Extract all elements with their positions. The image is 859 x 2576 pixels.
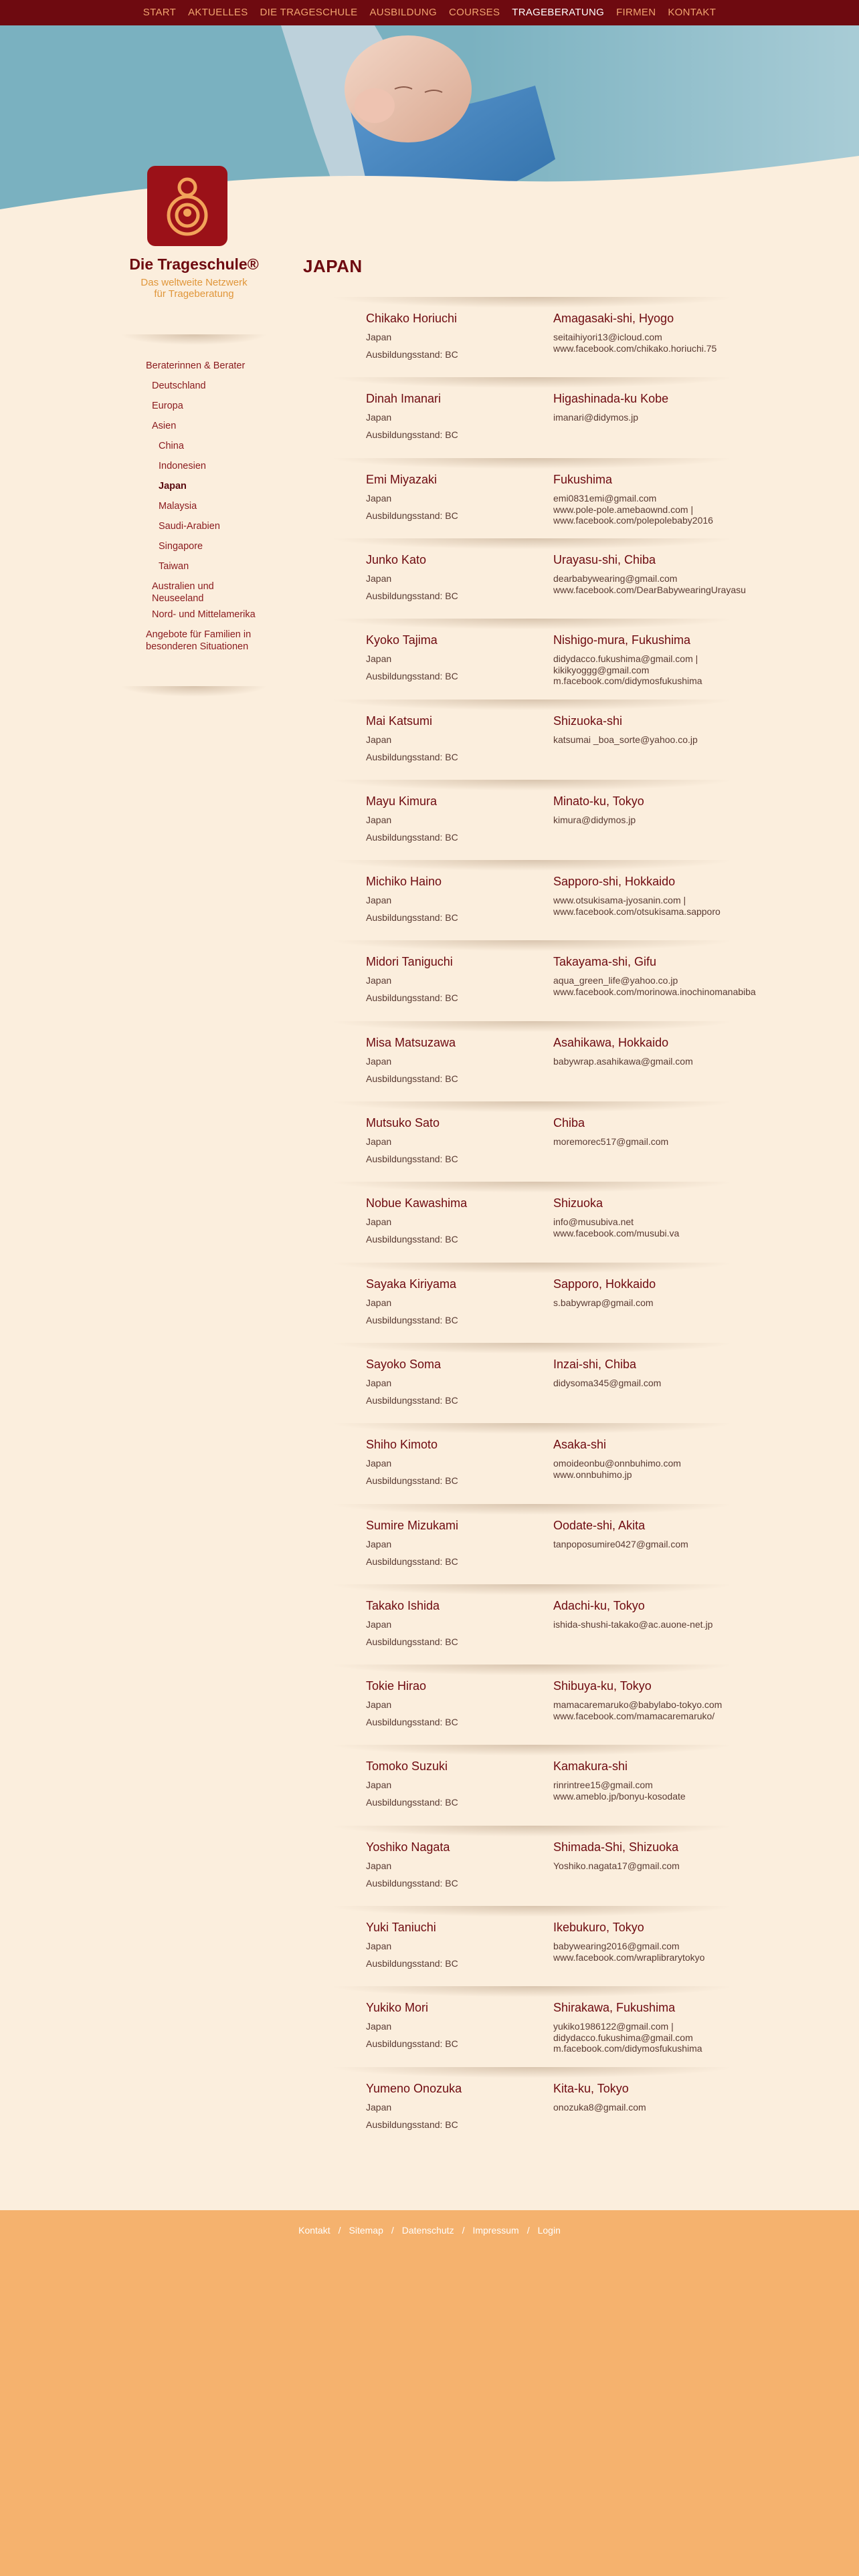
entry-divider [335, 1504, 729, 1515]
contact-link[interactable]: katsumai _boa_sorte@yahoo.co.jp [553, 734, 698, 745]
contact-link[interactable]: www.facebook.com/DearBabywearingUrayasu [553, 584, 746, 595]
consultant-city: Adachi-ku, Tokyo [553, 1599, 645, 1612]
consultant-entry [335, 1986, 729, 2066]
consultant-entry [335, 297, 729, 377]
contact-link[interactable]: didysoma345@gmail.com [553, 1378, 662, 1388]
consultant-country: Japan [366, 1216, 392, 1227]
consultant-name: Tomoko Suzuki [366, 1759, 448, 1773]
entry-divider [335, 619, 729, 629]
consultant-city: Shibuya-ku, Tokyo [553, 1679, 652, 1693]
contact-link[interactable]: www.facebook.com/polepolebaby2016 [553, 515, 713, 526]
consultant-name: Yoshiko Nagata [366, 1840, 450, 1854]
footer-link-datenschutz[interactable]: Datenschutz [401, 2225, 454, 2236]
nav-link-aktuelles[interactable]: AKTUELLES [188, 7, 248, 18]
consultant-entry [335, 860, 729, 940]
sidebar-item-nord-und-mittelamerika[interactable]: Nord- und Mittelamerika [152, 609, 256, 620]
consultant-country: Japan [366, 975, 392, 986]
consultant-contacts [553, 975, 756, 997]
consultant-name: Takako Ishida [366, 1599, 440, 1612]
consultant-city: Higashinada-ku Kobe [553, 392, 669, 405]
contact-link[interactable]: ishida-shushi-takako@ac.auone-net.jp [553, 1619, 713, 1630]
consultant-country: Japan [366, 2102, 392, 2113]
consultant-contacts [553, 734, 734, 746]
contact-link[interactable]: m.facebook.com/didymosfukushima [553, 2043, 702, 2054]
contact-link[interactable]: www.facebook.com/musubi.va [553, 1227, 680, 1239]
consultant-country: Japan [366, 1297, 392, 1308]
consultant-name: Dinah Imanari [366, 392, 442, 405]
contact-link[interactable]: didydacco.fukushima@gmail.com | [553, 653, 698, 664]
consultant-name: Misa Matsuzawa [366, 1036, 456, 1049]
nav-link-ausbildung[interactable]: AUSBILDUNG [369, 7, 437, 18]
sidebar-item-malaysia[interactable]: Malaysia [159, 501, 197, 512]
sidebar-item-china[interactable]: China [159, 441, 184, 451]
consultant-country: Japan [366, 1860, 392, 1871]
consultant-city: Takayama-shi, Gifu [553, 955, 657, 968]
consultant-contacts [553, 653, 734, 687]
consultant-level: Ausbildungsstand: BC [366, 1958, 458, 1969]
consultant-entry [335, 377, 729, 457]
sidebar-item-deutschland[interactable]: Deutschland [152, 381, 206, 391]
consultant-name: Sayaka Kiriyama [366, 1277, 457, 1291]
contact-link[interactable]: m.facebook.com/didymosfukushima [553, 675, 702, 686]
consultant-entry [335, 538, 746, 619]
consultant-entry [335, 1826, 729, 1906]
consultant-name: Midori Taniguchi [366, 955, 453, 968]
footer-separator: / [391, 2225, 394, 2236]
entry-divider [335, 780, 729, 790]
consultant-name: Mai Katsumi [366, 714, 433, 728]
consultant-entry [335, 1021, 729, 1101]
contact-link[interactable]: babywearing2016@gmail.com [553, 1941, 680, 1951]
entry-divider [335, 940, 729, 951]
entry-divider [335, 1665, 729, 1675]
consultant-contacts [553, 493, 734, 526]
contact-link[interactable]: www.ameblo.jp/bonyu-kosodate [553, 1790, 686, 1802]
entry-divider [335, 860, 729, 871]
contact-link[interactable]: info@musubiva.net [553, 1216, 634, 1227]
entry-divider [335, 1986, 729, 1997]
consultant-country: Japan [366, 1780, 392, 1790]
consultant-city: Fukushima [553, 473, 613, 486]
consultant-entry [335, 1423, 729, 1503]
sidebar-item-japan[interactable]: Japan [159, 481, 187, 492]
sidebar-item-saudi-arabien[interactable]: Saudi-Arabien [159, 521, 220, 532]
footer [0, 2210, 859, 2576]
entry-divider [335, 297, 729, 308]
consultant-entry [335, 1665, 729, 1745]
consultant-city: Ikebukuro, Tokyo [553, 1921, 644, 1934]
entry-divider [335, 1182, 729, 1192]
consultant-contacts [553, 573, 746, 595]
consultant-city: Sapporo-shi, Hokkaido [553, 875, 676, 888]
footer-separator: / [462, 2225, 465, 2236]
nav-link-trageberatung[interactable]: TRAGEBERATUNG [512, 7, 605, 18]
consultant-level: Ausbildungsstand: BC [366, 1556, 458, 1567]
consultant-city: Oodate-shi, Akita [553, 1519, 646, 1532]
consultant-entry [335, 1182, 729, 1262]
consultant-level: Ausbildungsstand: BC [366, 1797, 458, 1808]
entry-divider [335, 1263, 729, 1273]
consultant-city: Sapporo, Hokkaido [553, 1277, 656, 1291]
consultant-country: Japan [366, 1136, 392, 1147]
contact-link[interactable]: onozuka8@gmail.com [553, 2102, 646, 2113]
consultant-level: Ausbildungsstand: BC [366, 1717, 458, 1727]
entry-divider [335, 700, 729, 710]
consultant-contacts [553, 815, 734, 826]
consultant-entry [335, 940, 756, 1021]
entry-divider [335, 1745, 729, 1755]
top-nav [0, 0, 859, 25]
sidebar-item-angebote-f-r-familien-in-besonderen-situationen[interactable]: Angebote für Familien in besonderen Situationen [146, 629, 252, 652]
consultant-entry [335, 780, 729, 860]
entry-divider [335, 1906, 729, 1917]
consultant-name: Yukiko Mori [366, 2001, 429, 2014]
contact-link[interactable]: kikikyoggg@gmail.com [553, 664, 650, 675]
contact-link[interactable]: didydacco.fukushima@gmail.com [553, 2032, 693, 2043]
consultant-level: Ausbildungsstand: BC [366, 2119, 458, 2130]
consultant-contacts [553, 1539, 734, 1550]
sidebar-item-singapore[interactable]: Singapore [159, 541, 203, 552]
consultant-name: Yuki Taniuchi [366, 1921, 436, 1934]
consultant-city: Chiba [553, 1116, 585, 1130]
consultant-level: Ausbildungsstand: BC [366, 1234, 458, 1245]
consultant-city: Asahikawa, Hokkaido [553, 1036, 669, 1049]
contact-link[interactable]: moremorec517@gmail.com [553, 1136, 669, 1147]
consultant-level: Ausbildungsstand: BC [366, 832, 458, 843]
nav-link-die-trageschule[interactable]: DIE TRAGESCHULE [260, 7, 358, 18]
consultant-level: Ausbildungsstand: BC [366, 1073, 458, 1084]
entry-divider [335, 458, 729, 469]
consultant-country: Japan [366, 1539, 392, 1549]
consultant-level: Ausbildungsstand: BC [366, 992, 458, 1003]
consultant-contacts [553, 2102, 734, 2113]
consultant-country: Japan [366, 573, 392, 584]
consultant-name: Nobue Kawashima [366, 1196, 468, 1210]
consultant-city: Amagasaki-shi, Hyogo [553, 312, 674, 325]
sidebar-divider-bottom [120, 686, 268, 697]
consultant-entry [335, 2067, 729, 2147]
consultant-contacts [553, 332, 734, 354]
consultant-level: Ausbildungsstand: BC [366, 1878, 458, 1889]
sidebar-divider-top [120, 334, 268, 345]
contact-link[interactable]: imanari@didymos.jp [553, 412, 639, 423]
consultant-level: Ausbildungsstand: BC [366, 2038, 458, 2049]
consultant-contacts [553, 1619, 734, 1630]
sidebar-item-beraterinnen-berater[interactable]: Beraterinnen & Berater [146, 360, 246, 371]
contact-link[interactable]: yukiko1986122@gmail.com | [553, 2021, 674, 2032]
consultant-name: Yumeno Onozuka [366, 2082, 462, 2095]
consultant-city: Kita-ku, Tokyo [553, 2082, 629, 2095]
consultant-contacts [553, 895, 734, 917]
consultant-contacts [553, 1136, 734, 1148]
brand-subtitle [120, 277, 268, 300]
consultant-name: Michiko Haino [366, 875, 442, 888]
consultant-country: Japan [366, 1699, 392, 1710]
consultant-level: Ausbildungsstand: BC [366, 671, 458, 681]
consultant-city: Urayasu-shi, Chiba [553, 553, 656, 566]
hero-image [0, 25, 859, 226]
contact-link[interactable]: Yoshiko.nagata17@gmail.com [553, 1860, 680, 1871]
consultant-contacts [553, 412, 734, 423]
consultant-country: Japan [366, 815, 392, 825]
contact-link[interactable]: babywrap.asahikawa@gmail.com [553, 1056, 693, 1067]
contact-link[interactable]: emi0831emi@gmail.com [553, 493, 657, 504]
sidebar-item-europa[interactable]: Europa [152, 401, 183, 411]
consultant-entry [335, 1263, 729, 1343]
nav-link-kontakt[interactable]: KONTAKT [668, 7, 717, 18]
consultant-entry [335, 1343, 729, 1423]
consultant-entry [335, 1504, 729, 1584]
consultant-entry [335, 458, 729, 538]
consultant-name: Shiho Kimoto [366, 1438, 438, 1451]
consultant-contacts [553, 2021, 734, 2054]
entry-divider [335, 2067, 729, 2078]
consultant-level: Ausbildungsstand: BC [366, 1315, 458, 1325]
sidebar-item-asien[interactable]: Asien [152, 421, 177, 431]
entry-divider [335, 1423, 729, 1434]
consultant-city: Minato-ku, Tokyo [553, 794, 644, 808]
contact-link[interactable]: aqua_green_life@yahoo.co.jp [553, 975, 678, 986]
entry-divider [335, 1101, 729, 1112]
footer-link-impressum[interactable]: Impressum [472, 2225, 519, 2236]
consultant-city: Asaka-shi [553, 1438, 607, 1451]
contact-link[interactable]: seitaihiyori13@icloud.com [553, 332, 662, 342]
footer-link-sitemap[interactable]: Sitemap [349, 2225, 383, 2236]
contact-link[interactable]: www.facebook.com/morinowa.inochinomanabiba [553, 986, 756, 997]
consultant-contacts [553, 1458, 734, 1480]
contact-link[interactable]: www.pole-pole.amebaownd.com | [553, 504, 694, 515]
sidebar-item-taiwan[interactable]: Taiwan [159, 561, 189, 572]
contact-link[interactable]: www.facebook.com/wraplibrarytokyo [553, 1951, 705, 1963]
consultant-contacts [553, 1699, 734, 1721]
contact-link[interactable]: tanpoposumire0427@gmail.com [553, 1539, 688, 1549]
contact-link[interactable]: dearbabywearing@gmail.com [553, 573, 678, 584]
consultant-name: Emi Miyazaki [366, 473, 438, 486]
sidebar-nav [120, 334, 268, 697]
consultant-country: Japan [366, 1941, 392, 1951]
entry-divider [335, 538, 729, 549]
consultant-level: Ausbildungsstand: BC [366, 912, 458, 923]
consultant-level: Ausbildungsstand: BC [366, 429, 458, 440]
consultant-level: Ausbildungsstand: BC [366, 510, 458, 521]
consultant-contacts [553, 1860, 734, 1872]
brand-title: Die Trageschule® [129, 255, 259, 273]
consultant-country: Japan [366, 1056, 392, 1067]
consultant-level: Ausbildungsstand: BC [366, 1636, 458, 1647]
brand-subtitle-line2: für Trageberatung [154, 288, 234, 300]
contact-link[interactable]: s.babywrap@gmail.com [553, 1297, 654, 1308]
consultant-level: Ausbildungsstand: BC [366, 1154, 458, 1164]
consultant-level: Ausbildungsstand: BC [366, 1475, 458, 1486]
consultant-country: Japan [366, 412, 392, 423]
consultant-contacts [553, 1056, 734, 1067]
nav-link-firmen[interactable]: FIRMEN [616, 7, 656, 18]
consultant-city: Shimada-Shi, Shizuoka [553, 1840, 679, 1854]
footer-link-kontakt[interactable]: Kontakt [298, 2225, 330, 2236]
consultant-country: Japan [366, 1458, 392, 1469]
contact-link[interactable]: www.otsukisama-jyosanin.com | [553, 895, 686, 905]
consultant-contacts [553, 1941, 734, 1963]
consultant-name: Chikako Horiuchi [366, 312, 458, 325]
footer-links [0, 2225, 859, 2236]
consultant-city: Shirakawa, Fukushima [553, 2001, 676, 2014]
entry-divider [335, 377, 729, 388]
consultant-name: Mutsuko Sato [366, 1116, 440, 1130]
consultant-country: Japan [366, 1619, 392, 1630]
consultant-name: Sayoko Soma [366, 1358, 442, 1371]
consultant-name: Mayu Kimura [366, 794, 438, 808]
consultant-country: Japan [366, 493, 392, 504]
sidebar-item-australien-und-neuseeland[interactable]: Australien und Neuseeland [152, 581, 214, 604]
consultant-contacts [553, 1297, 734, 1309]
consultant-entry [335, 1745, 729, 1825]
entry-divider [335, 1343, 729, 1354]
consultant-city: Kamakura-shi [553, 1759, 628, 1773]
entry-divider [335, 1584, 729, 1595]
hero-banner [0, 25, 859, 226]
contact-link[interactable]: www.onnbuhimo.jp [553, 1469, 632, 1480]
contact-link[interactable]: www.facebook.com/otsukisama.sapporo [553, 905, 721, 917]
page-title: JAPAN [303, 256, 363, 276]
consultant-name: Kyoko Tajima [366, 633, 438, 647]
consultant-name: Tokie Hirao [366, 1679, 427, 1693]
consultant-level: Ausbildungsstand: BC [366, 1395, 458, 1406]
consultant-city: Shizuoka [553, 1196, 603, 1210]
contact-link[interactable]: www.facebook.com/mamacaremaruko/ [553, 1710, 715, 1721]
consultant-entry [335, 619, 729, 699]
consultant-country: Japan [366, 332, 392, 342]
consultant-entry [335, 1101, 729, 1182]
consultant-city: Inzai-shi, Chiba [553, 1358, 637, 1371]
consultant-level: Ausbildungsstand: BC [366, 591, 458, 601]
consultant-entry [335, 1584, 729, 1665]
consultant-country: Japan [366, 1378, 392, 1388]
consultant-level: Ausbildungsstand: BC [366, 752, 458, 762]
consultant-country: Japan [366, 895, 392, 905]
trageschule-logo-icon [161, 174, 214, 238]
consultant-contacts [553, 1780, 734, 1802]
nav-link-start[interactable]: START [142, 7, 177, 18]
footer-separator: / [527, 2225, 530, 2236]
contact-link[interactable]: rinrintree15@gmail.com [553, 1780, 653, 1790]
consultant-country: Japan [366, 2021, 392, 2032]
consultant-country: Japan [366, 653, 392, 664]
consultant-entry [335, 1906, 729, 1986]
sidebar-item-indonesien[interactable]: Indonesien [159, 461, 206, 471]
footer-link-login[interactable]: Login [537, 2225, 561, 2236]
entry-divider [335, 1826, 729, 1836]
contact-link[interactable]: www.facebook.com/chikako.horiuchi.75 [553, 342, 717, 354]
consultant-name: Junko Kato [366, 553, 427, 566]
consultant-contacts [553, 1216, 734, 1239]
contact-link[interactable]: mamacaremaruko@babylabo-tokyo.com [553, 1699, 723, 1710]
brand-subtitle-line1: Das weltweite Netzwerk [140, 277, 248, 288]
nav-link-courses[interactable]: COURSES [448, 7, 500, 18]
entry-divider [335, 1021, 729, 1032]
consultant-level: Ausbildungsstand: BC [366, 349, 458, 360]
logo[interactable] [147, 166, 227, 246]
consultant-city: Shizuoka-shi [553, 714, 623, 728]
consultant-city: Nishigo-mura, Fukushima [553, 633, 691, 647]
consultant-name: Sumire Mizukami [366, 1519, 459, 1532]
contact-link[interactable]: omoideonbu@onnbuhimo.com [553, 1458, 681, 1469]
contact-link[interactable]: kimura@didymos.jp [553, 815, 636, 825]
consultant-contacts [553, 1378, 734, 1389]
footer-separator: / [338, 2225, 341, 2236]
consultant-entry [335, 700, 729, 780]
consultant-country: Japan [366, 734, 392, 745]
